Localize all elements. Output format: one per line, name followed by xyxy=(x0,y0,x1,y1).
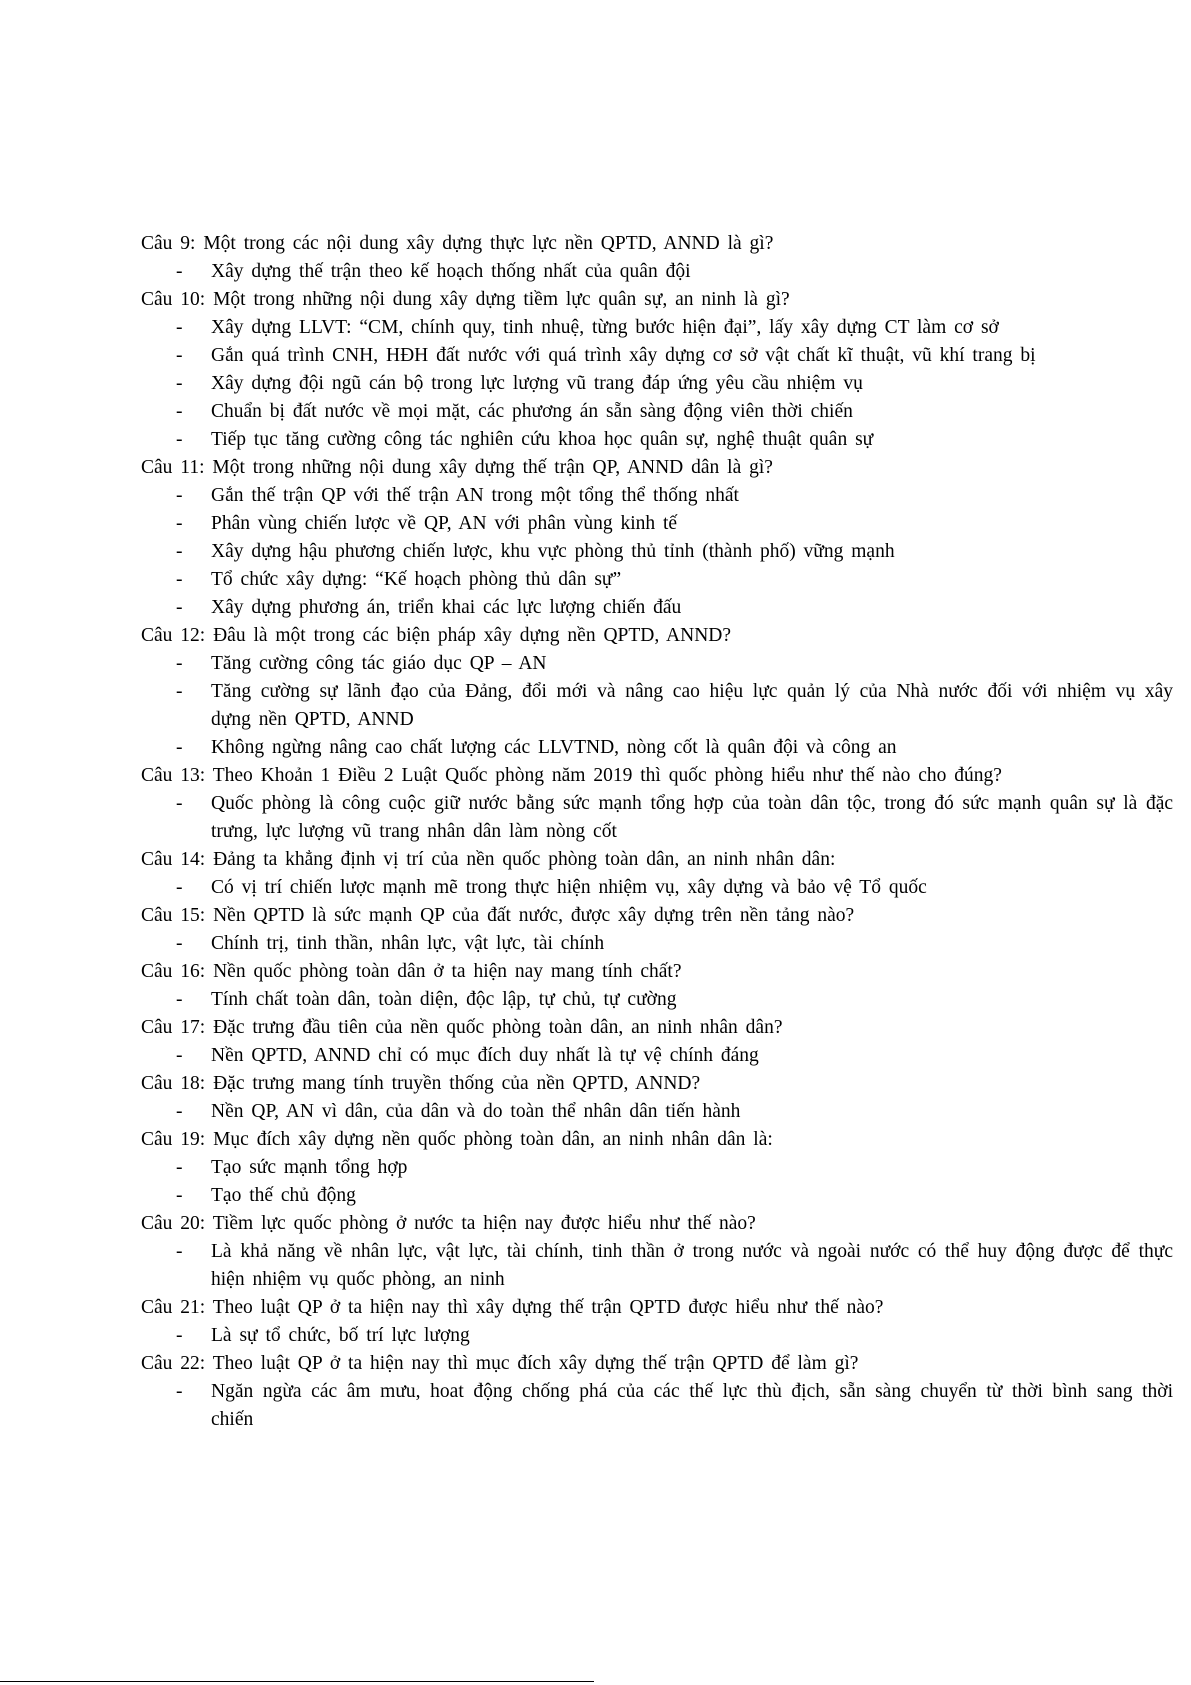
question-text: Câu 9: Một trong các nội dung xây dựng thực lực nền QPTD, ANND là gì? xyxy=(141,233,774,254)
bullet-dash: - xyxy=(176,989,183,1010)
answer-text: Xây dựng phương án, triển khai các lực lượng chiến đấu xyxy=(211,597,682,618)
question-text: Câu 19: Mục đích xây dựng nền quốc phòng toàn dân, an ninh nhân dân là: xyxy=(141,1129,773,1150)
question-block xyxy=(141,1014,1173,1070)
question-text: Câu 22: Theo luật QP ở ta hiện nay thì mục đích xây dựng thế trận QPTD để làm gì? xyxy=(141,1353,859,1374)
answer-list xyxy=(141,1322,1173,1350)
question-block xyxy=(141,286,1173,454)
bullet-dash: - xyxy=(176,1241,183,1262)
question-text: Câu 14: Đảng ta khẳng định vị trí của nền quốc phòng toàn dân, an ninh nhân dân: xyxy=(141,849,836,870)
question-text: Câu 15: Nền QPTD là sức mạnh QP của đất nước, được xây dựng trên nền tảng nào? xyxy=(141,905,855,926)
question-block xyxy=(141,1126,1173,1210)
question-block xyxy=(141,902,1173,958)
bullet-dash: - xyxy=(176,1101,183,1122)
answer-list xyxy=(141,874,1173,902)
bullet-dash: - xyxy=(176,541,183,562)
question-text: Câu 21: Theo luật QP ở ta hiện nay thì xây dựng thế trận QPTD được hiểu như thế nào? xyxy=(141,1297,884,1318)
answer-text: Xây dựng thế trận theo kế hoạch thống nhất của quân đội xyxy=(211,261,691,282)
question-text: Câu 13: Theo Khoản 1 Điều 2 Luật Quốc phòng năm 2019 thì quốc phòng hiểu như thế nào cho đúng? xyxy=(141,765,1002,786)
bullet-dash: - xyxy=(176,737,183,758)
answer-text: Tính chất toàn dân, toàn diện, độc lập, tự chủ, tự cường xyxy=(211,989,677,1010)
bullet-dash: - xyxy=(176,401,183,422)
answer-text: Tiếp tục tăng cường công tác nghiên cứu khoa học quân sự, nghệ thuật quân sự xyxy=(211,429,874,450)
bullet-dash: - xyxy=(176,653,183,674)
answer-list xyxy=(141,1154,1173,1210)
answer-item xyxy=(141,314,1173,342)
answer-text: Nền QPTD, ANND chỉ có mục đích duy nhất là tự vệ chính đáng xyxy=(211,1045,759,1066)
question-text: Câu 12: Đâu là một trong các biện pháp xây dựng nền QPTD, ANND? xyxy=(141,625,732,646)
answer-list xyxy=(141,314,1173,454)
answer-item xyxy=(141,1322,1173,1350)
bullet-dash: - xyxy=(176,681,183,702)
bullet-dash: - xyxy=(176,1185,183,1206)
question-block xyxy=(141,454,1173,622)
answer-item xyxy=(141,510,1173,538)
bullet-dash: - xyxy=(176,317,183,338)
answer-item xyxy=(141,930,1173,958)
question-text: Câu 10: Một trong những nội dung xây dựng tiềm lực quân sự, an ninh là gì? xyxy=(141,289,790,310)
answer-item xyxy=(141,426,1173,454)
bullet-dash: - xyxy=(176,877,183,898)
question-text: Câu 17: Đặc trưng đầu tiên của nền quốc phòng toàn dân, an ninh nhân dân? xyxy=(141,1017,783,1038)
answer-text: Chuẩn bị đất nước về mọi mặt, các phương án sẵn sàng động viên thời chiến xyxy=(211,401,853,422)
answer-item xyxy=(141,874,1173,902)
question-block xyxy=(141,1350,1173,1434)
question-text: Câu 20: Tiềm lực quốc phòng ở nước ta hiện nay được hiểu như thế nào? xyxy=(141,1213,756,1234)
answer-list xyxy=(141,986,1173,1014)
answer-item xyxy=(141,566,1173,594)
bullet-dash: - xyxy=(176,933,183,954)
answer-item xyxy=(141,1042,1173,1070)
answer-text: Gắn thế trận QP với thế trận AN trong một tổng thể thống nhất xyxy=(211,485,739,506)
answer-list xyxy=(141,650,1173,762)
question-block xyxy=(141,958,1173,1014)
bullet-dash: - xyxy=(176,597,183,618)
answer-text: Quốc phòng là công cuộc giữ nước bằng sức mạnh tổng hợp của toàn dân tộc, trong đó sức mạnh quân sự là đặc trưng, lực lượng vũ trang nhân dân làm nòng cốt xyxy=(211,793,1173,842)
bullet-dash: - xyxy=(176,1157,183,1178)
question-block xyxy=(141,846,1173,902)
answer-item xyxy=(141,790,1173,846)
answer-text: Nền QP, AN vì dân, của dân và do toàn thể nhân dân tiến hành xyxy=(211,1101,741,1122)
question-text: Câu 11: Một trong những nội dung xây dựng thế trận QP, ANND dân là gì? xyxy=(141,457,773,478)
answer-list xyxy=(141,1098,1173,1126)
question-block xyxy=(141,1210,1173,1294)
question-text: Câu 16: Nền quốc phòng toàn dân ở ta hiện nay mang tính chất? xyxy=(141,961,682,982)
bullet-dash: - xyxy=(176,485,183,506)
answer-text: Không ngừng nâng cao chất lượng các LLVTND, nòng cốt là quân đội và công an xyxy=(211,737,897,758)
question-block xyxy=(141,230,1173,286)
answer-item xyxy=(141,342,1173,370)
question-block xyxy=(141,1070,1173,1126)
answer-item xyxy=(141,1238,1173,1294)
answer-item xyxy=(141,370,1173,398)
answer-item xyxy=(141,398,1173,426)
answer-item xyxy=(141,1182,1173,1210)
question-block xyxy=(141,622,1173,762)
footer-rule xyxy=(0,1681,594,1682)
answer-text: Tổ chức xây dựng: “Kế hoạch phòng thủ dân sự” xyxy=(211,569,622,590)
answer-text: Phân vùng chiến lược về QP, AN với phân vùng kinh tế xyxy=(211,513,678,534)
bullet-dash: - xyxy=(176,1325,183,1346)
answer-text: Là sự tổ chức, bố trí lực lượng xyxy=(211,1325,470,1346)
bullet-dash: - xyxy=(176,345,183,366)
answer-item xyxy=(141,538,1173,566)
answer-list xyxy=(141,1378,1173,1434)
answer-text: Là khả năng về nhân lực, vật lực, tài chính, tinh thần ở trong nước và ngoài nước có thể huy động được để thực hiện nhiệm vụ quốc phòng, an ninh xyxy=(211,1241,1173,1290)
question-list xyxy=(141,230,1173,1434)
answer-text: Xây dựng LLVT: “CM, chính quy, tinh nhuệ, từng bước hiện đại”, lấy xây dựng CT làm cơ sở xyxy=(211,317,999,338)
bullet-dash: - xyxy=(176,793,183,814)
answer-item xyxy=(141,734,1173,762)
answer-text: Ngăn ngừa các âm mưu, hoat động chống phá của các thế lực thù địch, sẵn sàng chuyển từ thời bình sang thời chiến xyxy=(211,1381,1173,1430)
answer-list xyxy=(141,258,1173,286)
answer-list xyxy=(141,790,1173,846)
answer-item xyxy=(141,1154,1173,1182)
bullet-dash: - xyxy=(176,261,183,282)
bullet-dash: - xyxy=(176,373,183,394)
answer-text: Gắn quá trình CNH, HĐH đất nước với quá trình xây dựng cơ sở vật chất kĩ thuật, vũ khí trang bị xyxy=(211,345,1036,366)
answer-list xyxy=(141,930,1173,958)
answer-item xyxy=(141,594,1173,622)
answer-item xyxy=(141,986,1173,1014)
answer-text: Tăng cường công tác giáo dục QP – AN xyxy=(211,653,547,674)
answer-text: Có vị trí chiến lược mạnh mẽ trong thực hiện nhiệm vụ, xây dựng và bảo vệ Tổ quốc xyxy=(211,877,927,898)
answer-item xyxy=(141,678,1173,734)
answer-text: Chính trị, tinh thần, nhân lực, vật lực, tài chính xyxy=(211,933,605,954)
answer-text: Tăng cường sự lãnh đạo của Đảng, đổi mới và nâng cao hiệu lực quản lý của Nhà nước đối với nhiệm vụ xây dựng nền QPTD, ANND xyxy=(211,681,1173,730)
answer-item xyxy=(141,258,1173,286)
question-block xyxy=(141,762,1173,846)
bullet-dash: - xyxy=(176,569,183,590)
answer-text: Xây dựng đội ngũ cán bộ trong lực lượng vũ trang đáp ứng yêu cầu nhiệm vụ xyxy=(211,373,863,394)
answer-list xyxy=(141,1042,1173,1070)
answer-text: Xây dựng hậu phương chiến lược, khu vực phòng thủ tỉnh (thành phố) vững mạnh xyxy=(211,541,895,562)
bullet-dash: - xyxy=(176,429,183,450)
answer-item xyxy=(141,482,1173,510)
question-block xyxy=(141,1294,1173,1350)
answer-list xyxy=(141,482,1173,622)
answer-list xyxy=(141,1238,1173,1294)
answer-item xyxy=(141,1378,1173,1434)
bullet-dash: - xyxy=(176,1381,183,1402)
answer-item xyxy=(141,650,1173,678)
answer-text: Tạo sức mạnh tổng hợp xyxy=(211,1157,408,1178)
bullet-dash: - xyxy=(176,1045,183,1066)
answer-text: Tạo thế chủ động xyxy=(211,1185,356,1206)
question-text: Câu 18: Đặc trưng mang tính truyền thống của nền QPTD, ANND? xyxy=(141,1073,701,1094)
bullet-dash: - xyxy=(176,513,183,534)
answer-item xyxy=(141,1098,1173,1126)
